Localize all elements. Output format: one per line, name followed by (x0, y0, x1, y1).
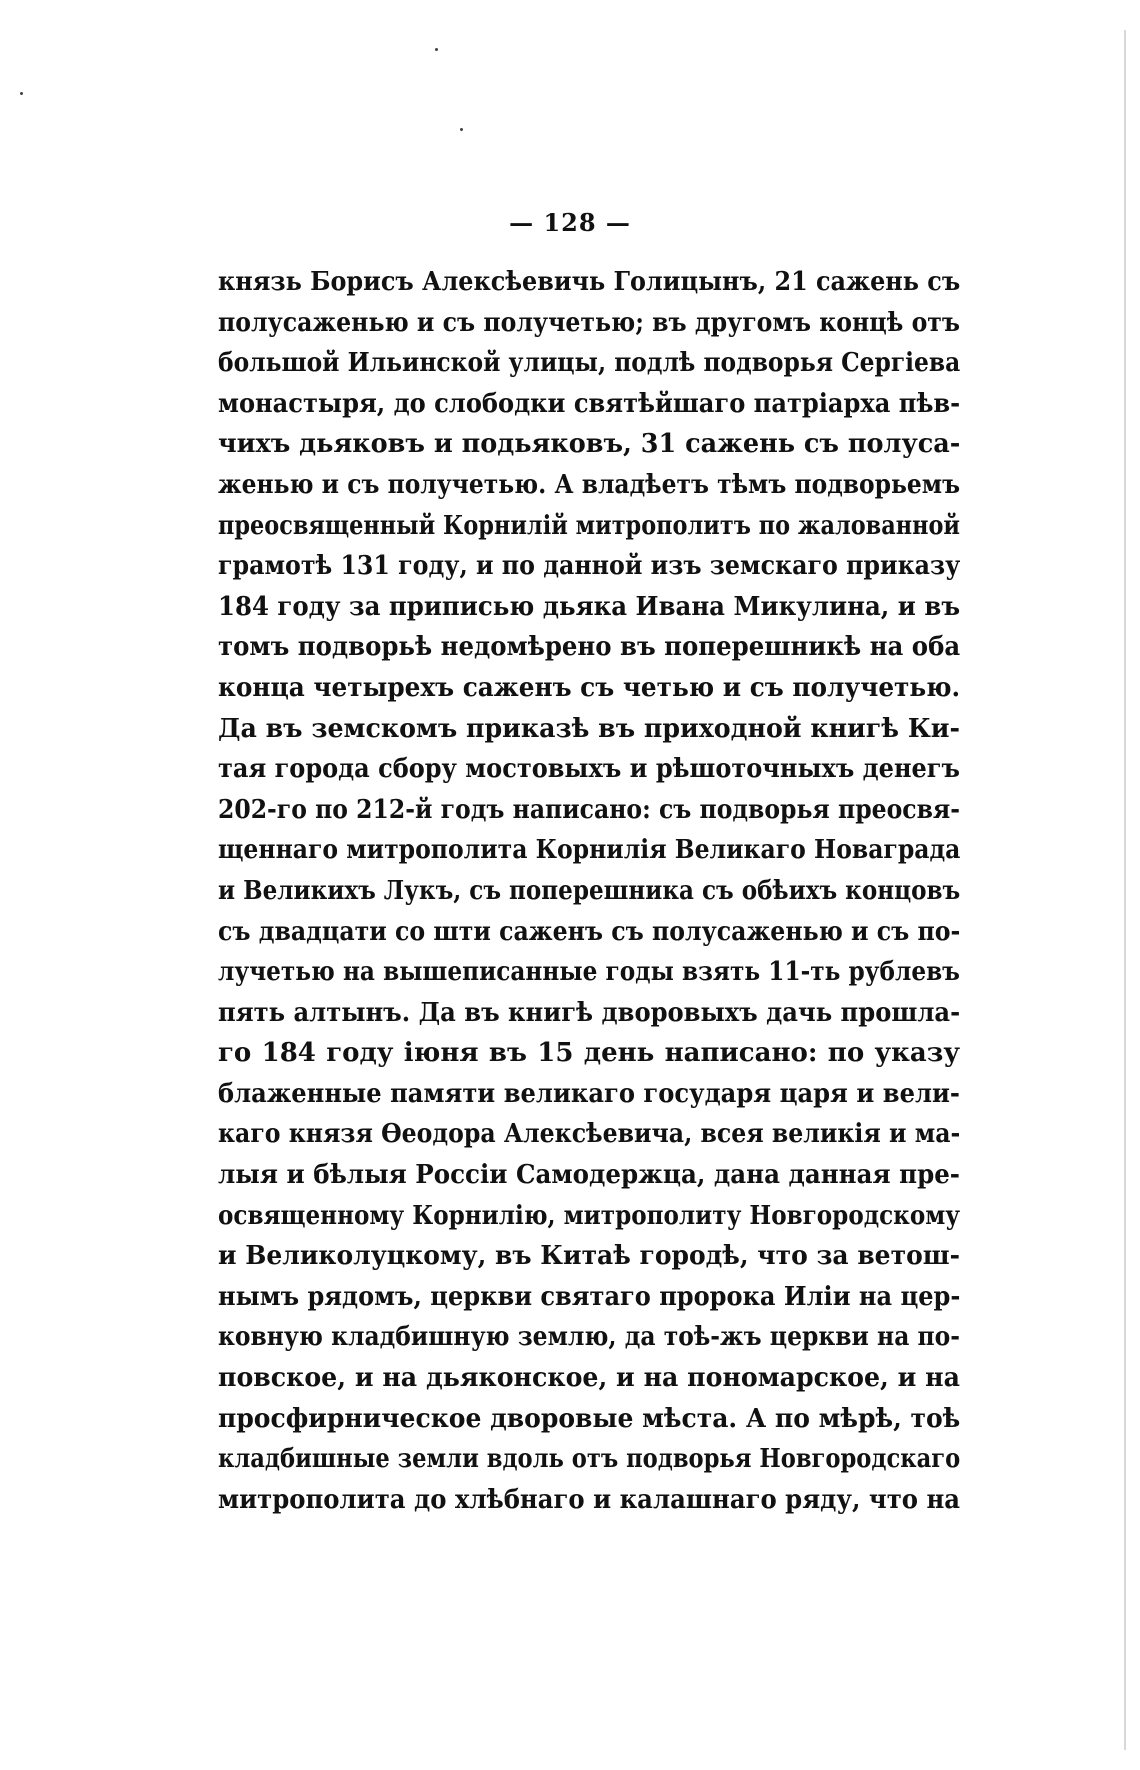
text-line: женью и съ получетью. А владѣетъ тѣмъ подворьемъ (218, 469, 961, 500)
text-line: конца четырехъ саженъ съ четью и съ получетью. (218, 672, 961, 703)
text-line: Да въ земскомъ приказѣ въ приходной книгѣ Ки- (218, 713, 960, 744)
text-line: го 184 году іюня въ 15 день написано: по указу (218, 1038, 960, 1069)
text-line: полусаженью и съ получетью; въ другомъ концѣ отъ (218, 307, 961, 338)
text-line: преосвященный Корнилій митрополитъ по жалованной (218, 510, 961, 541)
text-line: монастыря, до слободки святѣйшаго патріарха пѣв- (218, 388, 960, 419)
print-speck (460, 128, 463, 131)
text-line: тая города сбору мостовыхъ и рѣшоточныхъ денегъ (218, 754, 960, 785)
text-line: кладбишные земли вдоль отъ подворья Новгородскаго (218, 1444, 961, 1475)
text-line: 202-го по 212-й годъ написано: съ подворья преосвя- (218, 794, 961, 825)
text-line: просфирническое дворовые мѣста. А по мѣрѣ, тоѣ (218, 1403, 961, 1434)
print-speck (435, 48, 438, 51)
text-line: лыя и бѣлыя Россіи Самодержца, дана данная пре- (218, 1160, 960, 1191)
text-line: большой Ильинской улицы, подлѣ подворья Сергіева (218, 348, 960, 379)
text-line: щеннаго митрополита Корнилія Великаго Новаграда (218, 835, 961, 866)
text-line: митрополита до хлѣбнаго и калашнаго ряду, что на (218, 1484, 961, 1515)
text-line: князь Борисъ Алексѣевичь Голицынъ, 21 сажень съ (218, 267, 960, 297)
text-line: нымъ рядомъ, церкви святаго пророка Иліи на цер- (218, 1281, 961, 1312)
text-line: чихъ дьяковъ и подьяковъ, 31 сажень съ полуса- (218, 429, 961, 460)
text-line: каго князя Ѳеодора Алексѣевича, всея великія и ма- (218, 1119, 961, 1150)
print-speck (20, 92, 23, 95)
text-line: томъ подворьѣ недомѣрено въ поперешникѣ на оба (218, 632, 961, 663)
text-line: пять алтынъ. Да въ книгѣ дворовыхъ дачь прошла- (218, 997, 961, 1028)
text-line: грамотѣ 131 году, и по данной изъ земскаго приказу (218, 551, 960, 582)
text-line: ковную кладбишную землю, да тоѣ-жъ церкви на по- (218, 1322, 961, 1353)
text-line: освященному Корнилію, митрополиту Новгородскому (218, 1200, 961, 1231)
text-line: и Великихъ Лукъ, съ поперешника съ обѣихъ концовъ (218, 875, 961, 906)
text-line: лучетью на вышеписанные годы взять 11-ть рублевъ (218, 957, 960, 988)
text-line: блаженные памяти великаго государя царя и вели- (218, 1078, 960, 1109)
body-text (218, 262, 960, 1520)
text-line: 184 году за приписью дьяка Ивана Микулина, и въ (218, 591, 961, 622)
text-line: съ двадцати со шти саженъ съ полусаженью и съ по- (218, 916, 960, 947)
text-line: и Великолуцкому, въ Китаѣ городѣ, что за ветош- (218, 1241, 960, 1272)
text-line: повское, и на дьяконское, и на пономарское, и на (218, 1363, 960, 1394)
page-number: — 128 — (509, 208, 631, 237)
page-edge-shadow (1124, 30, 1126, 1750)
